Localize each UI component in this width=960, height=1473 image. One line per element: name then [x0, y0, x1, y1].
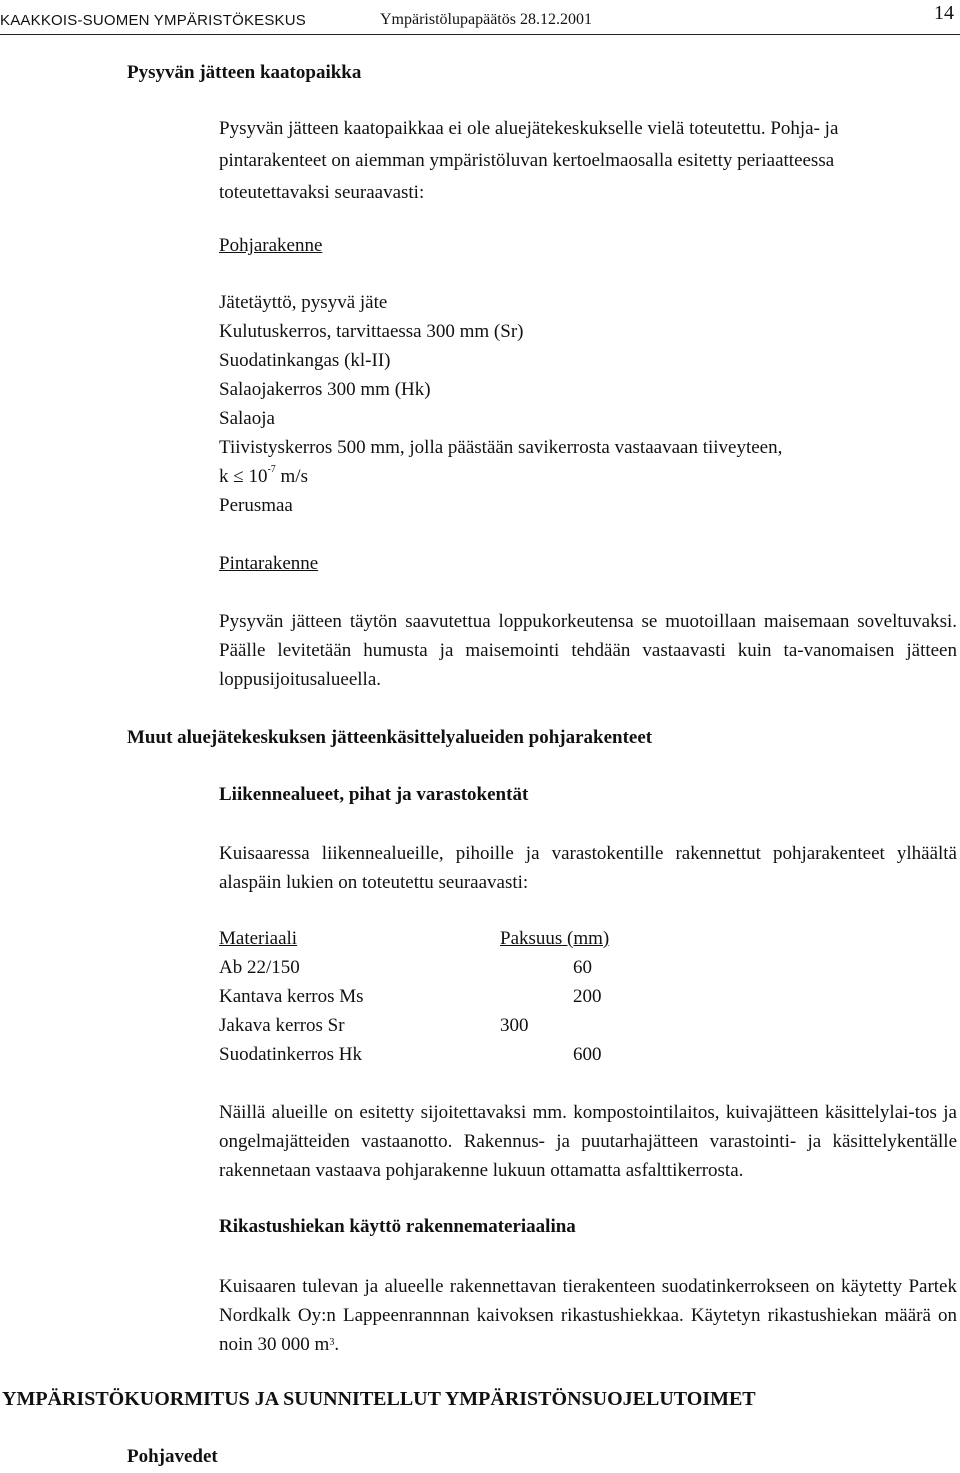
base-layer-item: Kulutuskerros, tarvittaessa 300 mm (Sr)	[219, 321, 524, 342]
table-header-material: Materiaali	[219, 928, 298, 949]
traffic-areas-paragraph: Kuisaaressa liikennealueille, pihoille ja varastokentille rakennettut pohjarakenteet ylhäältä alaspäin lukien on toteutettu seuraavasti:	[219, 843, 957, 893]
table-header-thickness: Paksuus (mm)	[500, 928, 610, 949]
cubic-superscript: 3	[329, 1337, 335, 1348]
base-layer-item: Salaojakerros 300 mm (Hk)	[219, 379, 431, 400]
landfill-intro-line-2: pintarakenteet on aiemman ympäristöluvan kertoelmaosalla esitetty periaatteessa	[219, 150, 835, 171]
landfill-intro-line-1: Pysyvän jätteen kaatopaikkaa ei ole aluejätekeskukselle vielä toteutettu. Pohja- ja	[219, 118, 839, 139]
section-heading-landfill: Pysyvän jätteen kaatopaikka	[127, 62, 362, 83]
k-symbol: k	[219, 466, 229, 487]
subsoil-item: Perusmaa	[219, 495, 293, 516]
landfill-intro-line-3: toteutettavaksi seuraavasti:	[219, 182, 425, 203]
table-cell-material: Suodatinkerros Hk	[219, 1044, 363, 1065]
table-cell-thickness: 600	[573, 1044, 602, 1065]
table-cell-thickness: 60	[573, 957, 592, 978]
section-heading-environmental-load: YMPÄRISTÖKUORMITUS JA SUUNNITELLUT YMPÄRISTÖNSUOJELUTOIMET	[2, 1388, 756, 1410]
base-layer-item: Salaoja	[219, 408, 275, 429]
enrichment-sand-paragraph	[219, 1272, 957, 1359]
subheading-groundwater: Pohjavedet	[127, 1446, 218, 1467]
table-cell-material: Kantava kerros Ms	[219, 986, 364, 1007]
k-exponent: -7	[267, 464, 276, 475]
subheading-enrichment-sand: Rikastushiekan käyttö rakennemateriaalina	[219, 1216, 576, 1237]
table-cell-thickness: 300	[500, 1015, 529, 1036]
header-divider	[0, 34, 960, 35]
header-organization: KAAKKOIS-SUOMEN YMPÄRISTÖKESKUS	[0, 12, 306, 29]
surface-structure-heading: Pintarakenne	[219, 553, 319, 574]
table-cell-material: Jakava kerros Sr	[219, 1015, 345, 1036]
subheading-traffic-areas: Liikennealueet, pihat ja varastokentät	[219, 784, 529, 805]
section-heading-other-areas: Muut aluejätekeskuksen jätteenkäsittelyalueiden pohjarakenteet	[127, 727, 653, 748]
table-cell-thickness: 200	[573, 986, 602, 1007]
header-decision-date: Ympäristölupapäätös 28.12.2001	[380, 11, 592, 28]
enrichment-text-end: .	[334, 1334, 340, 1355]
base-layer-item: Suodatinkangas (kl-II)	[219, 350, 391, 371]
page-number: 14	[934, 2, 954, 24]
less-equal-sign: ≤	[233, 466, 244, 487]
permeability-line	[219, 466, 308, 488]
base-structure-heading: Pohjarakenne	[219, 235, 323, 256]
enrichment-text: Kuisaaren tulevan ja alueelle rakennettavan tierakenteen suodatinkerrokseen on käytetty Partek Nordkalk Oy:n Lappeenrannnan kaivoksen rikastushiekkaa. Käytetyn rikastushiekan määrä on noin 30 000 m	[219, 1276, 957, 1355]
k-unit: m/s	[280, 466, 308, 487]
k-value: 10	[248, 466, 268, 487]
base-layer-item: Jätetäyttö, pysyvä jäte	[219, 292, 388, 313]
base-layer-item: Tiivistyskerros 500 mm, jolla päästään savikerrosta vastaavaan tiiveyteen,	[219, 437, 783, 458]
composting-paragraph: Näillä alueille on esitetty sijoitettavaksi mm. kompostointilaitos, kuivajätteen käsittelylai-tos ja ongelmajätteiden vastaanotto. Rakennus- ja puutarhajätteen varastointi- ja käsittelykentälle rakennetaan vastaava pohjarakenne lukuun ottamatta asfalttikerrosta.	[219, 1102, 957, 1181]
surface-structure-paragraph: Pysyvän jätteen täytön saavutettua loppukorkeutensa se muotoillaan maisemaan soveltuvaksi. Päälle levitetään humusta ja maisemointi tehdään vastaavasti kuin ta-vanomaisen jätteen loppusijoitusalueella.	[219, 611, 957, 690]
table-cell-material: Ab 22/150	[219, 957, 300, 978]
